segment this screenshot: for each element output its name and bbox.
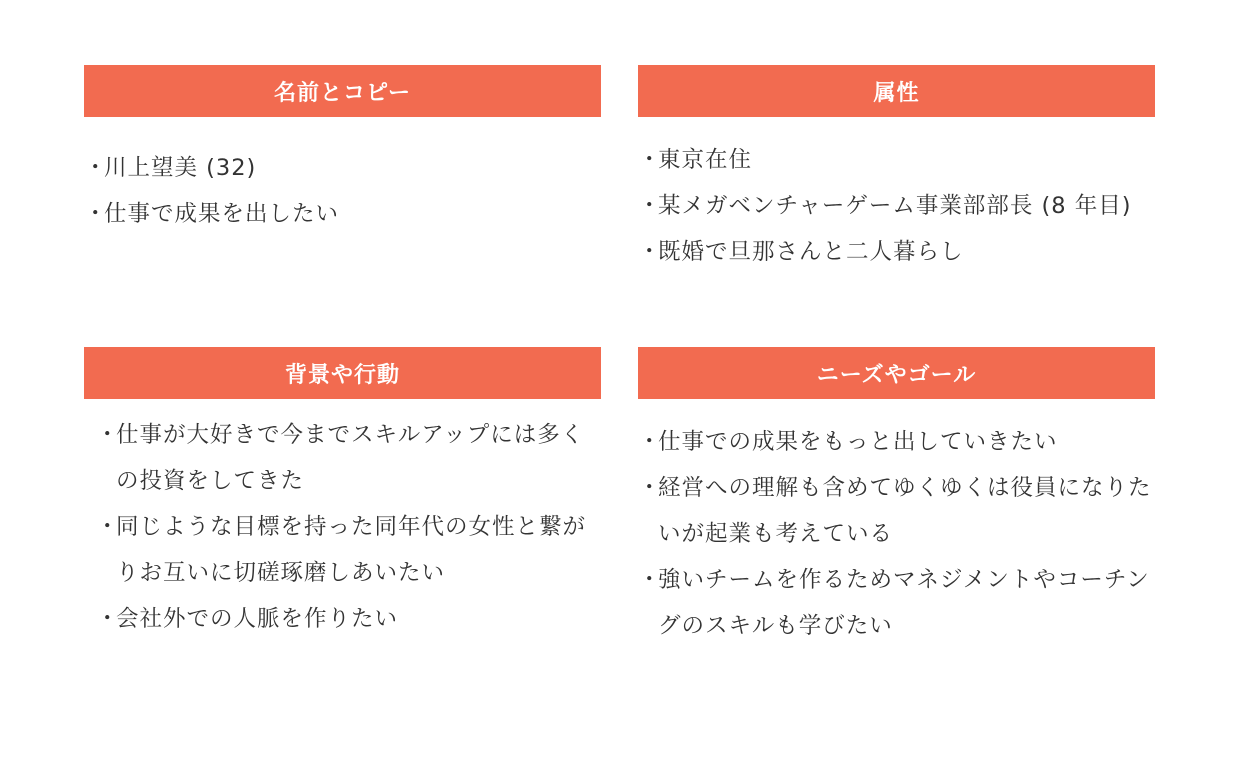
- list-item-text: 同じような目標を持った同年代の女性と繋がりお互いに切磋琢磨しあいたい: [116, 514, 587, 586]
- list-item: [638, 557, 1155, 649]
- list-item-text: 川上望美 (32): [104, 155, 257, 181]
- goals-list: [638, 419, 1155, 649]
- list-item-text: 会社外での人脈を作りたい: [116, 606, 399, 632]
- bullet: ・: [638, 193, 662, 219]
- bullet: ・: [96, 514, 120, 540]
- panel-background-and-behavior: [84, 347, 601, 642]
- list-item-text: 仕事で成果を出したい: [104, 201, 340, 227]
- bullet: ・: [638, 567, 662, 593]
- bullet: ・: [84, 155, 108, 181]
- list-item-text: 仕事が大好きで今までスキルアップには多くの投資をしてきた: [116, 422, 585, 494]
- list-item-text: 経営への理解も含めてゆくゆくは役員になりたいが起業も考えている: [658, 475, 1152, 547]
- list-item: [638, 465, 1155, 557]
- panel-name-and-copy: [84, 65, 601, 237]
- bullet: ・: [96, 606, 120, 632]
- list-item: [84, 191, 601, 237]
- list-item: [84, 145, 601, 191]
- list-item: [638, 229, 1155, 275]
- panel-header-name-and-copy: 名前とコピー: [84, 65, 601, 117]
- list-item: [638, 137, 1155, 183]
- list-item-text: 仕事での成果をもっと出していきたい: [658, 429, 1058, 455]
- panel-header-needs-and-goals: ニーズやゴール: [638, 347, 1155, 399]
- list-item: [96, 596, 601, 642]
- bullet: ・: [638, 475, 662, 501]
- list-item: [638, 183, 1155, 229]
- panel-header-background-and-behavior: 背景や行動: [84, 347, 601, 399]
- panel-attributes: [638, 65, 1155, 275]
- bullet: ・: [84, 201, 108, 227]
- attributes-list: [638, 137, 1155, 275]
- list-item: [96, 504, 601, 596]
- list-item-text: 既婚で旦那さんと二人暮らし: [658, 239, 964, 265]
- bullet: ・: [96, 422, 120, 448]
- list-item: [638, 419, 1155, 465]
- bullet: ・: [638, 429, 662, 455]
- list-item: [96, 412, 601, 504]
- list-item-text: 某メガベンチャーゲーム事業部部長 (8 年目): [658, 193, 1132, 219]
- panel-header-attributes: 属性: [638, 65, 1155, 117]
- bullet: ・: [638, 239, 662, 265]
- bullet: ・: [638, 147, 662, 173]
- list-item-text: 強いチームを作るためマネジメントやコーチングのスキルも学びたい: [658, 567, 1150, 639]
- behavior-list: [84, 412, 601, 642]
- list-item-text: 東京在住: [658, 147, 753, 173]
- profile-list: [84, 145, 601, 237]
- panel-needs-and-goals: [638, 347, 1155, 649]
